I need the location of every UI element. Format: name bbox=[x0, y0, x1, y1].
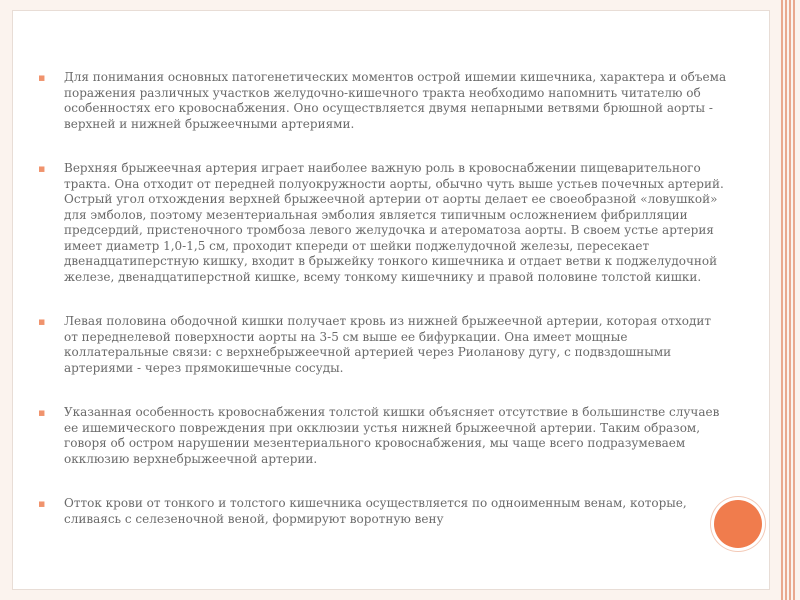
bullet-list bbox=[38, 70, 728, 556]
frame-stripe bbox=[781, 0, 783, 600]
bullet-icon: ▪ bbox=[38, 162, 46, 175]
bullet-icon: ▪ bbox=[38, 497, 46, 510]
paragraph-text: Для понимания основных патогенетических моментов острой ишемии кишечника, характера и объема поражения различных участков желудочно-кишечного тракта необходимо напомнить читателю об особенностях его кровоснабжения. Оно осуществляется двумя непарными ветвями брюшной аорты - верхней и нижней брыжеечными артериями. bbox=[64, 70, 727, 131]
list-item bbox=[38, 405, 728, 467]
bullet-icon: ▪ bbox=[38, 406, 46, 419]
frame-stripe bbox=[793, 0, 795, 600]
list-item bbox=[38, 314, 728, 376]
paragraph-text: Верхняя брыжеечная артерия играет наиболее важную роль в кровоснабжении пищеварительного тракта. Она отходит от передней полуокружности аорты, обычно чуть выше устьев почечных артерий. Острый угол отхождения верхней брыжеечной артерии от аорты делает ее своеобразной «ловушкой» для эмболов, поэтому мезентериальная эмболия является типичным осложнением фибрилляции предсердий, пристеночного тромбоза левого желудочка и атероматоза аорты. В своем устье артерия имеет диаметр 1,0-1,5 см, проходит кпереди от шейки поджелудочной железы, пересекает двенадцатиперстную кишку, входит в брыжейку тонкого кишечника и отдает ветви к поджелудочной железе, двенадцатиперстной кишке, всему тонкому кишечнику и правой половине толстой кишки. bbox=[64, 161, 724, 284]
bullet-icon: ▪ bbox=[38, 71, 46, 84]
decorative-circle-icon bbox=[714, 500, 762, 548]
list-item bbox=[38, 70, 728, 132]
list-item bbox=[38, 161, 728, 285]
paragraph-text: Отток крови от тонкого и толстого кишечника осуществляется по одноименным венам, которые, сливаясь с селезеночной веной, формируют воротную вену bbox=[64, 496, 687, 526]
bullet-icon: ▪ bbox=[38, 315, 46, 328]
frame-stripe bbox=[789, 0, 791, 600]
list-item bbox=[38, 496, 728, 527]
paragraph-text: Левая половина ободочной кишки получает кровь из нижней брыжеечной артерии, которая отходит от переднелевой поверхности аорты на 3-5 см выше ее бифуркации. Она имеет мощные коллатеральные связи: с верхнебрыжеечной артерией через Риоланову дугу, с подвздошными артериями - через прямокишечные сосуды. bbox=[64, 314, 712, 375]
paragraph-text: Указанная особенность кровоснабжения толстой кишки объясняет отсутствие в большинстве случаев ее ишемического повреждения при окклюзии устья нижней брыжеечной артерии. Таким образом, говоря об остром нарушении мезентериального кровоснабжения, мы чаще всего подразумеваем окклюзию верхнебрыжеечной артерии. bbox=[64, 405, 720, 466]
frame-stripe bbox=[785, 0, 787, 600]
